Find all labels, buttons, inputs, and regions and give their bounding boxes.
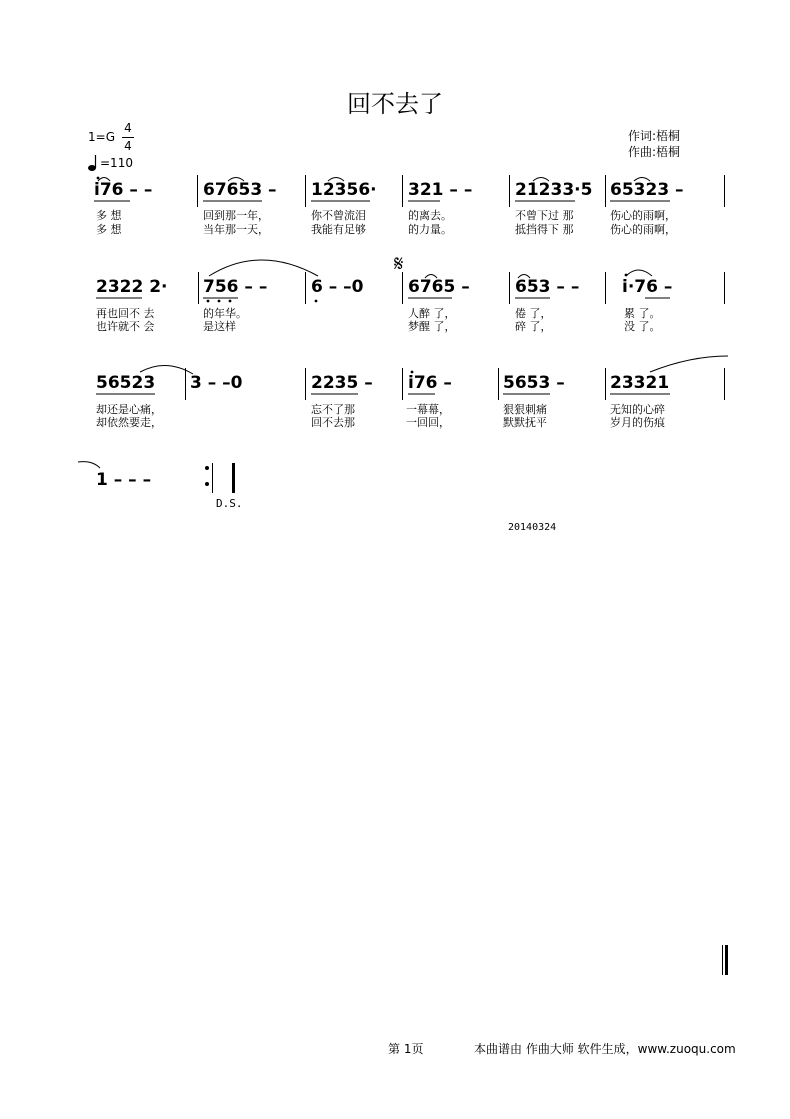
lyric-verse-2: 也许就不 会 xyxy=(96,320,155,333)
low-octave-dot xyxy=(207,300,210,303)
slur xyxy=(533,178,549,182)
measure-notes: 67653 – xyxy=(203,180,277,200)
octave-dot xyxy=(625,274,628,277)
ds-marking: D.S. xyxy=(216,497,243,510)
lyric-verse-1: 忘不了那 xyxy=(311,403,355,416)
measure-notes: i76 – – xyxy=(94,180,153,200)
measure-notes: 12356· xyxy=(311,180,377,200)
lyric-verse-2: 抵挡得下 那 xyxy=(515,223,574,236)
tempo-marking: =110 xyxy=(100,156,133,170)
lyric-verse-1: 回到那一年， xyxy=(203,209,269,222)
lyric-verse-2: 伤心的雨啊， xyxy=(610,223,676,236)
lyricist-credit: 作词:梧桐 xyxy=(628,129,681,143)
lyric-verse-2: 默默抚平 xyxy=(503,416,547,429)
lyric-verse-1: 人醉 了， xyxy=(408,307,456,320)
measure-notes: 56523 xyxy=(96,373,156,393)
lyric-verse-1: 累 了。 xyxy=(624,307,661,320)
measure-notes: 1 – – – xyxy=(96,470,152,490)
octave-dot xyxy=(97,177,100,180)
measure-notes: 5653 – xyxy=(503,373,565,393)
lyric-verse-1: 不曾下过 那 xyxy=(515,209,574,222)
lyric-verse-1: 却还是心痛， xyxy=(96,403,162,416)
date-stamp: 20140324 xyxy=(508,522,557,533)
slur xyxy=(328,178,344,182)
measure-notes: 2322 2· xyxy=(96,277,168,297)
slur xyxy=(634,178,650,182)
measure-notes: 23321 xyxy=(610,373,670,393)
low-octave-dot xyxy=(229,300,232,303)
lyric-verse-2: 没 了。 xyxy=(624,320,661,333)
slur xyxy=(425,275,437,279)
measure-notes: 2235 – xyxy=(311,373,373,393)
lyric-verse-2: 是这样 xyxy=(203,320,236,333)
lyric-verse-1: 无知的心碎 xyxy=(610,403,665,416)
measure-notes: 6 – –0 xyxy=(311,277,364,297)
page-title: 回不去了 xyxy=(347,90,443,118)
slur xyxy=(228,178,244,182)
lyric-verse-2: 当年那一天， xyxy=(203,223,269,236)
lyric-verse-1: 你不曾流泪 xyxy=(311,209,366,222)
measure-notes: 653 – – xyxy=(515,277,580,297)
lyric-verse-1: 多 想 xyxy=(96,209,122,222)
slur xyxy=(626,270,652,276)
lyric-verse-2: 一回回， xyxy=(406,416,450,429)
lyric-verse-2: 梦醒 了， xyxy=(408,320,456,333)
key-signature: 1=G xyxy=(88,130,115,144)
low-octave-dot xyxy=(315,300,318,303)
lyric-verse-1: 的年华。 xyxy=(203,307,247,320)
measure-notes: i76 – xyxy=(408,373,452,393)
slur xyxy=(209,260,318,276)
measure-notes: 6765 – xyxy=(408,277,470,297)
time-signature-top: 4 xyxy=(124,121,132,135)
slur xyxy=(140,365,193,374)
slur xyxy=(78,462,100,468)
lyric-verse-2: 的力量。 xyxy=(408,223,452,236)
measure-notes: 321 – – xyxy=(408,180,473,200)
octave-dot xyxy=(411,371,414,374)
measure-notes: 65323 – xyxy=(610,180,684,200)
low-octave-dot xyxy=(218,300,221,303)
lyric-verse-1: 的离去。 xyxy=(408,209,452,222)
lyric-verse-2: 却依然要走， xyxy=(96,416,162,429)
slur xyxy=(518,275,530,279)
lyric-verse-1: 狠狠刺痛 xyxy=(503,403,547,416)
measure-notes: 3 – –0 xyxy=(190,373,243,393)
page-number: 第 1页 xyxy=(388,1042,424,1056)
lyric-verse-2: 我能有足够 xyxy=(311,223,366,236)
lyric-verse-1: 倦 了， xyxy=(515,307,552,320)
measure-notes: 756 – – xyxy=(203,277,268,297)
time-signature-bottom: 4 xyxy=(124,139,132,153)
measure-notes: i·76 – xyxy=(622,277,673,297)
lyric-verse-1: 一幕幕， xyxy=(406,403,450,416)
composer-credit: 作曲:梧桐 xyxy=(628,145,681,159)
slur xyxy=(98,178,110,182)
segno-sign: 𝄋 xyxy=(394,252,404,277)
lyric-verse-2: 多 想 xyxy=(96,223,122,236)
measure-notes: 21233·5 xyxy=(515,180,593,200)
generator-credit: 本曲谱由 作曲大师 软件生成，www.zuoqu.com xyxy=(474,1042,736,1056)
lyric-verse-2: 碎 了， xyxy=(515,320,552,333)
lyric-verse-2: 回不去那 xyxy=(311,416,355,429)
slur xyxy=(650,356,728,372)
lyric-verse-2: 岁月的伤痕 xyxy=(610,416,665,429)
lyric-verse-1: 伤心的雨啊， xyxy=(610,209,676,222)
lyric-verse-1: 再也回不 去 xyxy=(96,307,155,320)
